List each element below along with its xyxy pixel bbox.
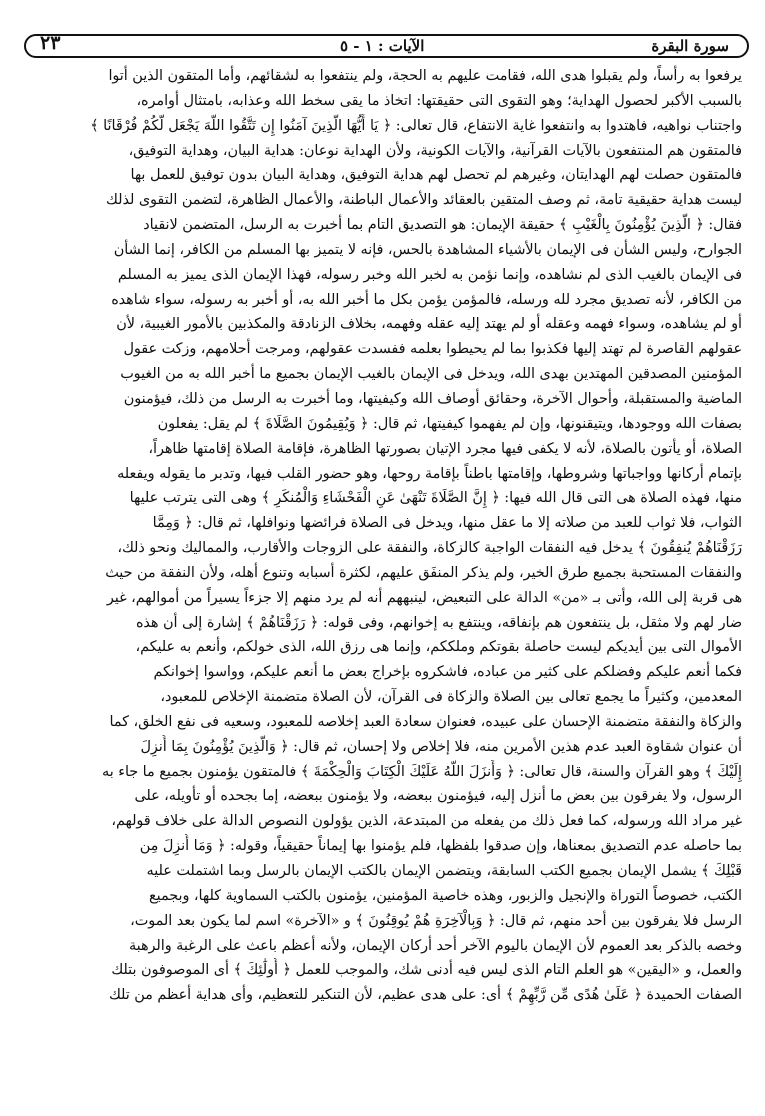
text-line: فالمتقون حصلت لهم الهدايتان، وغيرهم لم تحصل لهم هداية التوفيق، وهداية البيان بدون توفيق للعمل بها <box>130 167 742 184</box>
text-line: بإتمام أركانها وواجباتها وشروطها، وإقامتها باطناً بإقامة روحها، وهو حضور القلب فيها، وتدبر ما يقوله ويفعله <box>117 465 742 482</box>
text-line: واجتناب نواهيه، فاهتدوا به وانتفعوا غاية الانتفاع، قال تعالى: ﴿ يَا أَيُّهَا الَّذِينَ آمَنُوا إِن تَتَّقُوا اللَّهَ يَجْعَل لَّكُمْ فُرْقَانًا ﴾ <box>90 117 742 134</box>
text-line: بالسبب الأكبر لحصول الهداية؛ وهو التقوى التى حقيقتها: اتخاذ ما يقى سخط الله وعذابه، بامتثال أوامره، <box>136 92 742 109</box>
text-line: والزكاة والنفقة متضمنة الإحسان على عبيده، فعنوان سعادة العبد إخلاصه للمعبود، وسعيه فى نفع الخلق، كما <box>109 713 742 730</box>
text-line: الأموال التى بين أيديكم ليست حاصلة بقوتكم وملككم، وإنما هى رزق الله، الذى خولكم، وأنعم به عليكم، <box>135 639 742 656</box>
text-line: قَبْلِكَ ﴾ يشمل الإيمان بجميع الكتب السابقة، ويتضمن الإيمان بالكتب الإيمان بالرسل وبما اشتملت عليه <box>146 863 742 879</box>
text-line: الكتب، خصوصاً التوراة والإنجيل والزبور، وهذه خاصية المؤمنين، يؤمنون بالكتب السماوية كلها، وبجميع <box>149 887 742 904</box>
text-line: أن عنوان شقاوة العبد عدم هذين الأمرين منه، فلا إخلاص ولا إحسان، ثم قال: ﴿ وَالَّذِينَ يُؤْمِنُونَ بِمَا أُنزِلَ <box>140 738 742 755</box>
text-line: الرسول، ولا يفرقون بين بعض ما أنزل إليه، فيؤمنون ببعضه، ولا يؤمنون ببعضه، إما بجحده أو تأويله، على <box>134 788 742 805</box>
text-line: يرفعوا به رأساً، ولم يقبلوا هدى الله، فقامت عليهم به الحجة، ولم ينتفعوا به لشقائهم، وأما المتقون الذين أتوا <box>108 68 742 84</box>
text-line: الصلاة، أو يأتون بالصلاة، لأنه لا يكفى فيها مجرد الإتيان بصورتها الظاهرة، فإقامة الصلاة إقامتها ظاهراً، <box>148 440 742 457</box>
page-number: ٢٣ <box>40 32 61 54</box>
commentary-text <box>22 64 742 1008</box>
text-line: والنفقات المستحبة بجميع طرق الخير، ولم يذكر المنفَق عليهم، لكثرة أسبابه وتنوع أهله، ولأن النفقة من حيث <box>105 564 742 581</box>
text-line: رَزَقْنَاهُمْ يُنفِقُونَ ﴾ يدخل فيه النفقات الواجبة كالزكاة، والنفقة على الزوجات والأقارب، والمماليك ونحو ذلك، <box>117 540 742 557</box>
text-line: بما حاصله عدم التصديق بمعناها، وإن صدقوا بلفظها، فلم يؤمنوا بها إيماناً حقيقياً، وقوله: ﴿ وَمَا أُنزِلَ مِن <box>139 838 742 855</box>
text-line: عقولهم القاصرة لم تهتد إليها فكذبوا بما لم يحيطوا بعلمه ففسدت عقولهم، ومرجت أحلامهم، وزكت عقول <box>123 341 742 358</box>
text-line: منها، فهذه الصلاة هى التى قال الله فيها: ﴿ إِنَّ الصَّلَاةَ تَنْهَىٰ عَنِ الْفَحْشَاءِ وَالْمُنكَرِ ﴾ وهى التى يترتب عليها <box>129 490 742 507</box>
text-line: الماضية والمستقبلة، وأحوال الآخرة، وحقائق أوصاف الله وكيفيتها، وما أخبرت به الرسل من ذلك، فيؤمنون <box>123 390 742 407</box>
text-line: المؤمنين المصدقين المهتدين بهدى الله، ويدخل فى الإيمان بالغيب الإيمان بجميع ما أخبر الله به من الغيوب <box>120 366 742 383</box>
text-line: ضار لهم ولا مثقل، بل ينتفعون هم بإنفاقه، وينتفع به إخوانهم، وفى قوله: ﴿ رَزَقْنَاهُمْ ﴾ إشارة إلى أن هذه <box>135 614 742 631</box>
text-line: والعمل، و «اليقين» هو العلم التام الذى ليس فيه أدنى شك، والموجب للعمل ﴿ أُولَٰئِكَ ﴾ أى الموصوفون بتلك <box>111 962 742 979</box>
text-line: الرسل فلا يفرقون بين أحد منهم، ثم قال: ﴿ وَبِالْآخِرَةِ هُمْ يُوقِنُونَ ﴾ و «الآخرة» اسم لما يكون بعد الموت، <box>130 912 742 929</box>
text-line: بصفات الله ووجودها، ويتيقنونها، وإن لم يفهموا كيفيتها، ثم قال: ﴿ وَيُقِيمُونَ الصَّلَاةَ ﴾ لم يقل: يفعلون <box>157 415 742 432</box>
text-line: الصفات الحميدة ﴿ عَلَىٰ هُدًى مِّن رَّبِّهِمْ ﴾ أى: على هدى عظيم، لأن التنكير للتعظيم، وأى هداية أعظم من تلك <box>108 987 742 1004</box>
text-line: فى الإيمان بالغيب الذى لم نشاهده، وإنما نؤمن به لخبر الله وخبر رسوله، فهذا الإيمان الذى يميز به المسلم <box>117 266 742 283</box>
text-line: إِلَيْكَ ﴾ وهو القرآن والسنة، قال تعالى: ﴿ وَأَنزَلَ اللَّهُ عَلَيْكَ الْكِتَابَ وَالْحِكْمَةَ ﴾ فالمتقون يؤمنون بجميع ما جاء به <box>102 763 742 780</box>
text-line: الجوارح، وليس الشأن فى الإيمان بالأشياء المشاهدة بالحس، فإنه لا يتميز بها المسلم من الكافر، إنما الشأن <box>113 241 742 258</box>
text-line: فقال: ﴿ الَّذِينَ يُؤْمِنُونَ بِالْغَيْبِ ﴾ حقيقة الإيمان: هو التصديق التام بما أخبرت به الرسل، المتضمن لانقياد <box>143 217 742 234</box>
verses-range: الآيات : ١ - ٥ <box>340 37 425 55</box>
text-line: الثواب، فلا ثواب للعبد من صلاته إلا ما عقل منها، ويدخل فى الصلاة فرائضها ونوافلها، ثم قال: ﴿ وَمِمَّا <box>152 515 742 532</box>
text-line: هى قربة إلى الله، وأتى بـ «من» الدالة على التبعيض، لينبههم أنه لم يرد منهم إلا جزءاً يسيراً من أموالهم، غير <box>106 589 742 606</box>
text-line: غير مراد الله ورسوله، كما فعل ذلك من يفعله من المبتدعة، الذين يؤولون النصوص الدالة على خلاف قولهم، <box>111 813 742 830</box>
text-line: ليست هداية حقيقية تامة، ثم وصف المتقين بالعقائد والأعمال الباطنة، والأعمال الظاهرة، لتضمن التقوى لذلك <box>106 192 742 209</box>
text-line: وخصه بالذكر بعد العموم لأن الإيمان باليوم الآخر أحد أركان الإيمان، ولأنه أعظم باعث على الرغبة والرهبة <box>128 937 742 954</box>
surah-title: سورة البقرة <box>651 37 729 55</box>
text-line: من الكافر، لأنه تصديق مجرد لله ورسله، فالمؤمن يؤمن بكل ما أخبر الله به، أو أخبر به رسوله، سواء شاهده <box>111 291 742 308</box>
text-line: المعدمين، وكثيراً ما يجمع تعالى بين الصلاة والزكاة فى القرآن، لأن الصلاة متضمنة الإخلاص للمعبود، <box>160 689 742 706</box>
text-line: أو لم يشاهده، وسواء فهمه وعقله أو لم يهتد إليه عقله وفهمه، بخلاف الزنادقة والمكذبين بالأمور الغيبية، لأن <box>116 316 742 333</box>
text-line: فالمتقون هم المنتفعون بالآيات القرآنية، والآيات الكونية، ولأن الهداية نوعان: هداية البيان، وهداية التوفيق، <box>128 142 742 159</box>
text-line: فكما أنعم عليكم وفضلكم على كثير من عباده، فاشكروه بإخراج بعض ما أنعم عليكم، وواسوا إخوانكم <box>153 664 742 681</box>
